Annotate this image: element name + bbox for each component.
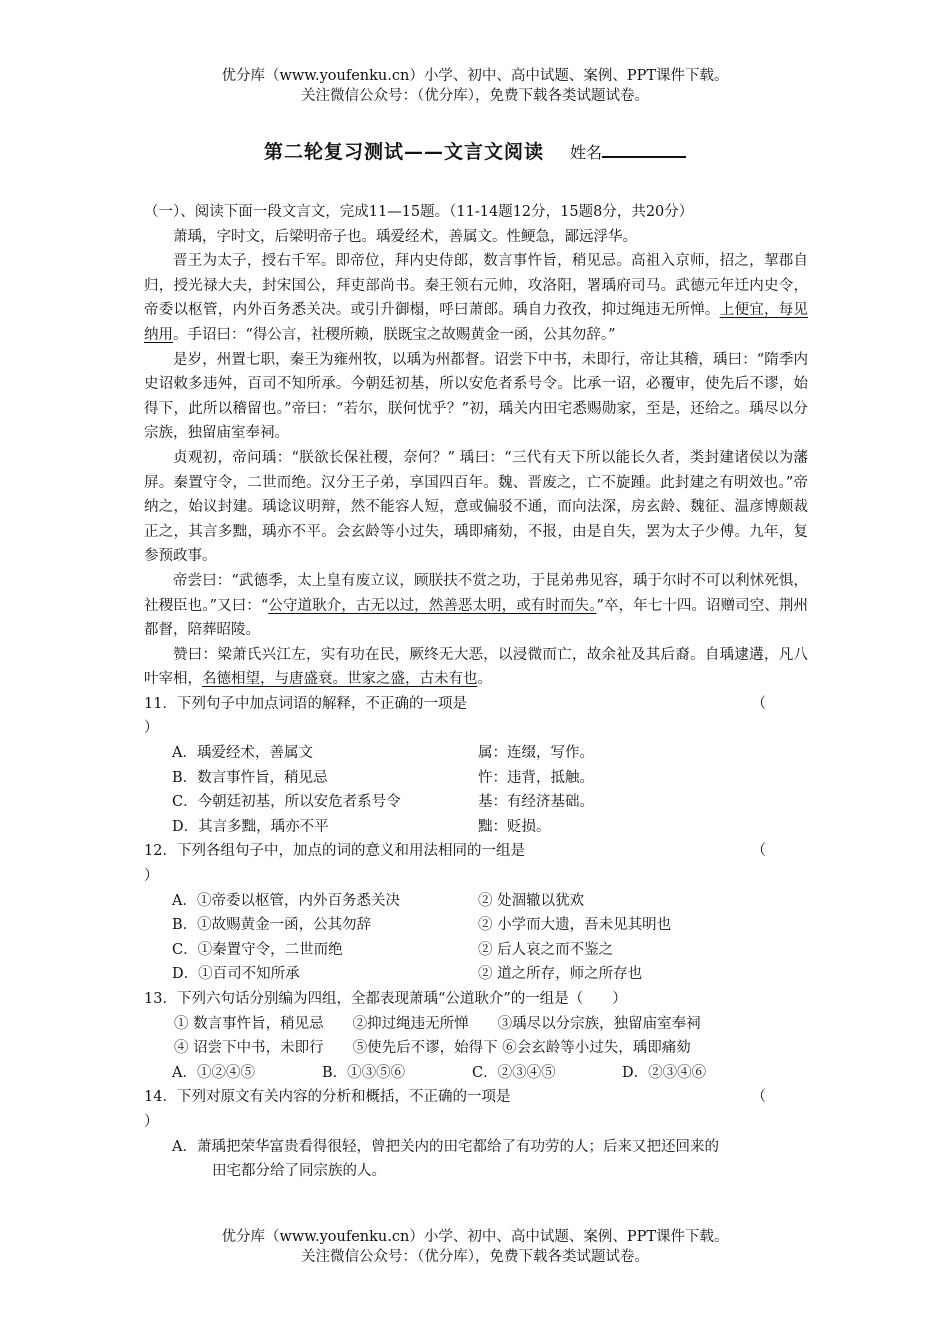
- p6-underlined: 名德相望，与唐盛衰。世家之盛，古未有也: [202, 671, 478, 688]
- answer-paren-open: （: [751, 695, 766, 712]
- option-text: B．数言事忤旨，稍见忌: [172, 769, 328, 786]
- name-blank-line: [602, 138, 686, 158]
- p6-text-a: 赞曰：梁萧氏兴江左，实有功在民，厥终无大恶，以浸微而亡，故余祉及其后裔。自瑀逮遘，凡八叶宰相，: [144, 646, 808, 688]
- bottom-banner-line1: 优分库（www.youfenku.cn）小学、初中、高中试题、案例、PPT课件下载。: [221, 1229, 729, 1245]
- answer-paren-close: ）: [144, 868, 159, 885]
- p5-text-b: ”卒，年七十四。诏赠司空、荆州都督，陪葬昭陵。: [144, 597, 808, 639]
- bottom-banner: [0, 1227, 950, 1267]
- option-compare: ② 处涸辙以犹欢: [478, 892, 585, 909]
- option-text: C．①秦置守令，二世而绝: [172, 941, 343, 958]
- q14-option-a-continued: 田宅都分给了同宗族的人。: [212, 1163, 386, 1180]
- top-banner-line1: 优分库（www.youfenku.cn）小学、初中、高中试题、案例、PPT课件下载。: [221, 68, 729, 84]
- top-banner-line2: 关注微信公众号：（优分库），免费下载各类试题试卷。: [301, 88, 649, 104]
- option-text: D．其言多黜，瑀亦不平: [172, 818, 329, 835]
- q12-option-d: [172, 962, 808, 987]
- q13-choice-d: D．②③④⑥: [622, 1064, 707, 1081]
- q14-option-a: A．萧瑀把荣华富贵看得很轻，曾把关内的田宅都给了有功劳的人；后来又把还回来的: [172, 1138, 719, 1155]
- option-text: D．①百司不知所承: [172, 966, 300, 983]
- q11-option-c: [172, 790, 808, 815]
- option-gloss: 属：连缀，写作。: [478, 745, 594, 762]
- answer-paren-close: ）: [144, 720, 159, 737]
- passage-paragraph-4: 贞观初，帝问瑀：“朕欲长保社稷，奈何？” 瑀曰：“三代有天下所以能长久者，类封建诸侯以为藩屏。秦置守令，二世而绝。汉分王子弟，享国四百年。魏、晋废之，亡不旋踵。此封建之有明效也。”帝纳之，始议封建。瑀谂议明辩，然不能容人短，意或偏驳不通，而向法深，房玄龄、魏征、温彦博颇裁正之，其言多黜，瑀亦不平。会玄龄等小过失，瑀即痛劾，不报，由是自失，罢为太子少傅。九年，复参预政事。: [144, 449, 808, 565]
- option-text: A．①帝委以枢管，内外百务悉关决: [172, 892, 400, 909]
- option-compare: ② 小学而大遗，吾未见其明也: [478, 917, 672, 934]
- q11-option-a: [172, 741, 808, 766]
- question-11: [144, 692, 808, 741]
- q13-choice-c: C．②③④⑤: [472, 1064, 556, 1081]
- p6-text-b: 。: [477, 671, 492, 688]
- option-text: B．①故赐黄金一函，公其勿辞: [172, 917, 372, 934]
- p2-underlined: 上便宜，每见纳用: [144, 302, 809, 343]
- option-text: A．瑀爱经术，善属文: [172, 745, 313, 762]
- q12-option-c: [172, 938, 808, 963]
- passage-paragraph-3: 是岁，州置七职，秦王为雍州牧，以瑀为州都督。诏尝下中书，未即行，帝让其稽，瑀曰：“隋季内史诏敕多违舛，百司不知所承。今朝廷初基，所以安危者系号令。比承一诏，必覆审，使先后不谬，始得下，此所以稽留也。”帝曰：“若尔，朕何忧乎？”初，瑀关内田宅悉赐勋家，至是，还给之。瑀尽以分宗族，独留庙室奉祠。: [144, 351, 808, 442]
- q13-items-row-2: ④ 诏尝下中书，未即行 ⑤使先后不谬，始得下 ⑥会玄龄等小过失，瑀即痛劾: [174, 1040, 691, 1057]
- question-13-stem: 13．下列六句话分别编为四组，全都表现萧瑀“公道耿介”的一组是（ ）: [144, 991, 627, 1007]
- question-11-stem: 11．下列句子中加点词语的解释，不正确的一项是: [144, 695, 467, 712]
- bottom-banner-line2: 关注微信公众号：（优分库），免费下载各类试题试卷。: [301, 1249, 649, 1265]
- page-title: [0, 138, 950, 166]
- passage-paragraph-2: [144, 249, 808, 347]
- q13-choice-b: B．①③⑤⑥: [322, 1064, 406, 1081]
- answer-paren-open: （: [751, 1089, 766, 1106]
- p5-text-a: 帝尝曰：“武德季，太上皇有废立议，顾朕扶不赏之功，于昆弟弗见容，瑀于尔时不可以利怵死惧，社稷臣也。”又曰：“: [144, 572, 808, 614]
- q11-option-d: [172, 815, 808, 840]
- passage-paragraph-1: 萧瑀，字时文，后梁明帝子也。瑀爱经术，善属文。性鲠急，鄙远浮华。: [173, 228, 637, 245]
- section-intro: （一）、阅读下面一段文言文，完成11—15题。（11-14题12分，15题8分，共20分）: [144, 204, 694, 220]
- exam-body: [144, 200, 808, 1184]
- p2-text-a: 晋王为太子，授右千军。即帝位，拜内史侍郎，数言事忤旨，稍见忌。高祖入京师，招之，挈郡自归，授光禄大夫，封宋国公，拜吏部尚书。秦王领右元帅，攻洛阳，署瑀府司马。武德元年迁内史令，帝委以枢管，内外百务悉关决。或引升御榻，呼曰萧郎。瑀自力孜孜，抑过绳违无所惮。: [144, 253, 808, 319]
- top-banner: [0, 66, 950, 106]
- question-13: [144, 987, 808, 1012]
- answer-paren-open: （: [751, 843, 766, 860]
- q12-option-b: [172, 913, 808, 938]
- q12-option-a: [172, 889, 808, 914]
- question-14: [144, 1085, 808, 1134]
- question-12-stem: 12．下列各组句子中，加点的词的意义和用法相同的一组是: [144, 843, 525, 860]
- q13-items-row-1: ① 数言事忤旨，稍见忌 ②抑过绳违无所惮 ③瑀尽以分宗族，独留庙室奉祠: [174, 1015, 701, 1032]
- option-gloss: 黜：贬损。: [478, 818, 551, 835]
- option-gloss: 忤：违背，抵触。: [478, 769, 594, 786]
- passage-paragraph-5: [144, 569, 808, 643]
- exam-title: 第二轮复习测试——文言文阅读: [263, 141, 544, 163]
- q13-choices: [172, 1061, 808, 1086]
- question-14-stem: 14．下列对原文有关内容的分析和概括，不正确的一项是: [144, 1089, 511, 1106]
- question-12: [144, 839, 808, 888]
- option-text: C．今朝廷初基，所以安危者系号令: [172, 794, 401, 811]
- q11-option-b: [172, 766, 808, 791]
- q13-choice-a: A．①②④⑤: [172, 1064, 255, 1081]
- passage-paragraph-6: [144, 643, 808, 692]
- name-label: 姓名: [570, 143, 603, 162]
- option-gloss: 基：有经济基础。: [478, 794, 594, 811]
- option-compare: ② 道之所存，师之所存也: [478, 966, 643, 983]
- answer-paren-close: ）: [144, 1113, 159, 1130]
- p5-underlined: 公守道耿介，古无以过，然善恶太明，或有时而失。: [268, 597, 597, 614]
- p2-text-b: 。手诏曰：“得公言，社稷所赖，朕既宝之故赐黄金一函，公其勿辞。”: [173, 326, 616, 343]
- option-compare: ② 后人哀之而不鉴之: [478, 941, 614, 958]
